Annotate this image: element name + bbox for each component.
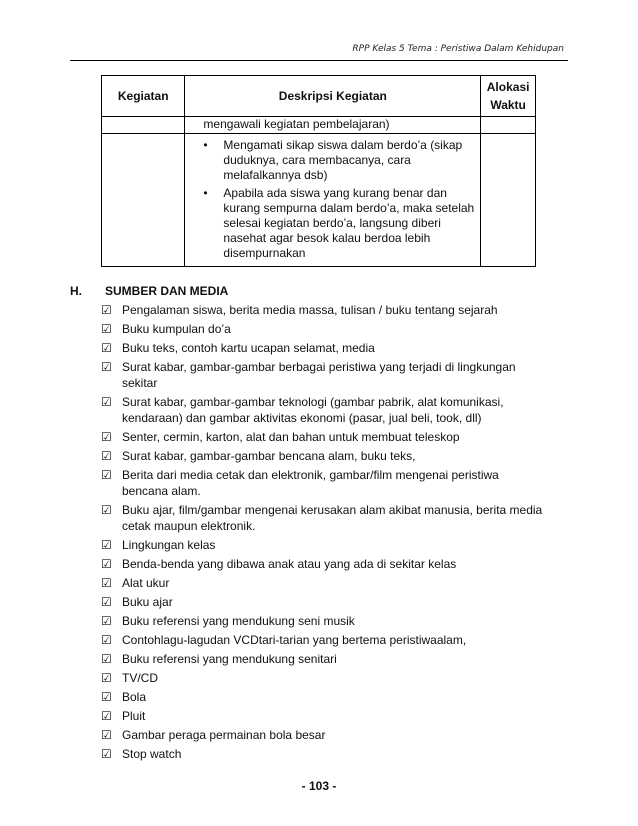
list-item <box>101 359 546 391</box>
list-item-text: TV/CD <box>122 671 158 685</box>
checkbox-icon: ☑ <box>101 360 112 374</box>
list-item <box>101 537 546 553</box>
checkbox-icon: ☑ <box>101 595 112 609</box>
list-item <box>101 689 546 705</box>
list-item <box>101 340 546 356</box>
list-item <box>101 727 546 743</box>
list-item <box>101 670 546 686</box>
bullet-icon: • <box>203 186 208 200</box>
checkbox-icon: ☑ <box>101 303 112 317</box>
bullet-text: Mengamati sikap siswa dalam berdo’a (sikap duduknya, cara membacanya, cara melafalkannya dsb) <box>223 138 463 182</box>
list-item-text: Surat kabar, gambar-gambar teknologi (gambar pabrik, alat komunikasi, kendaraan) dan gambar aktivitas ekonomi (pasar, jual beli, took, dll) <box>122 395 504 425</box>
list-item-text: Stop watch <box>122 747 182 761</box>
list-item <box>101 321 546 337</box>
table-row <box>102 134 536 267</box>
list-item <box>101 575 546 591</box>
list-item-text: Contohlagu-lagudan VCDtari-tarian yang bertema peristiwaalam, <box>122 633 467 647</box>
list-item-text: Buku referensi yang mendukung senitari <box>122 652 337 666</box>
checkbox-icon: ☑ <box>101 503 112 517</box>
list-item-text: Senter, cermin, karton, alat dan bahan untuk membuat teleskop <box>122 430 460 444</box>
checkbox-icon: ☑ <box>101 747 112 761</box>
checkbox-icon: ☑ <box>101 690 112 704</box>
list-item-text: Surat kabar, gambar-gambar bencana alam, buku teks, <box>122 449 416 463</box>
list-item <box>101 613 546 629</box>
checkbox-icon: ☑ <box>101 395 112 409</box>
header-alokasi <box>481 76 536 117</box>
list-item-text: Gambar peraga permainan bola besar <box>122 728 326 742</box>
checkbox-icon: ☑ <box>101 468 112 482</box>
checkbox-icon: ☑ <box>101 671 112 685</box>
list-item-text: Lingkungan kelas <box>122 538 216 552</box>
checkbox-icon: ☑ <box>101 449 112 463</box>
checkbox-icon: ☑ <box>101 538 112 552</box>
list-item-text: Pluit <box>122 709 146 723</box>
checkbox-icon: ☑ <box>101 557 112 571</box>
bullet-text: Apabila ada siswa yang kurang benar dan kurang sempurna dalam berdo’a, maka setelah selesai kegiatan berdo’a, langsung diberi nasehat agar besok kalau berdoa lebih disempurnakan <box>223 186 475 260</box>
list-item <box>101 467 546 499</box>
checkbox-icon: ☑ <box>101 633 112 647</box>
list-item-text: Pengalaman siswa, berita media massa, tulisan / buku tentang sejarah <box>122 303 498 317</box>
checkbox-icon: ☑ <box>101 709 112 723</box>
list-item <box>101 632 546 648</box>
list-item-text: Buku ajar, film/gambar mengenai kerusakan alam akibat manusia, berita media cetak maupun elektronik. <box>122 503 543 533</box>
table-cell-empty <box>481 134 536 267</box>
list-item-text: Buku referensi yang mendukung seni musik <box>122 614 355 628</box>
description-cell <box>185 134 481 267</box>
list-item <box>101 746 546 762</box>
page-number: - 103 - <box>301 779 337 793</box>
header-alokasi-line1: Alokasi <box>486 80 530 94</box>
list-item <box>101 448 546 464</box>
list-item-text: Buku kumpulan do’a <box>122 322 231 336</box>
header-rule <box>70 60 568 61</box>
list-item-text: Alat ukur <box>122 576 170 590</box>
table-header-row <box>102 76 536 117</box>
activity-table <box>101 75 536 267</box>
section-title: SUMBER DAN MEDIA <box>105 284 229 298</box>
table-cell-empty <box>102 134 185 267</box>
list-item-text: Buku teks, contoh kartu ucapan selamat, media <box>122 341 375 355</box>
header-deskripsi: Deskripsi Kegiatan <box>185 76 481 117</box>
checkbox-icon: ☑ <box>101 652 112 666</box>
continuation-text: mengawali kegiatan pembelajaran) <box>185 117 481 134</box>
checkbox-icon: ☑ <box>101 341 112 355</box>
checkbox-icon: ☑ <box>101 322 112 336</box>
bullet-item <box>203 186 476 261</box>
list-item <box>101 394 546 426</box>
list-item <box>101 429 546 445</box>
list-item-text: Benda-benda yang dibawa anak atau yang ada di sekitar kelas <box>122 557 457 571</box>
sources-list <box>101 302 546 765</box>
bullet-icon: • <box>203 138 208 152</box>
list-item <box>101 556 546 572</box>
checkbox-icon: ☑ <box>101 728 112 742</box>
checkbox-icon: ☑ <box>101 576 112 590</box>
list-item-text: Berita dari media cetak dan elektronik, gambar/film mengenai peristiwa bencana alam. <box>122 468 499 498</box>
header-alokasi-line2: Waktu <box>490 98 526 112</box>
table-cell-empty <box>102 117 185 134</box>
list-item-text: Buku ajar <box>122 595 173 609</box>
list-item-text: Bola <box>122 690 147 704</box>
table-cell-empty <box>481 117 536 134</box>
checkbox-icon: ☑ <box>101 430 112 444</box>
table-row <box>102 117 536 134</box>
list-item <box>101 708 546 724</box>
checkbox-icon: ☑ <box>101 614 112 628</box>
header-kegiatan: Kegiatan <box>102 76 185 117</box>
section-letter: H. <box>70 284 82 298</box>
list-item <box>101 502 546 534</box>
description-bullets <box>203 138 476 261</box>
list-item <box>101 302 546 318</box>
list-item <box>101 594 546 610</box>
list-item <box>101 651 546 667</box>
running-header: RPP Kelas 5 Tema : Peristiwa Dalam Kehidupan <box>352 44 564 54</box>
bullet-item <box>203 138 476 183</box>
list-item-text: Surat kabar, gambar-gambar berbagai peristiwa yang terjadi di lingkungan sekitar <box>122 360 516 390</box>
